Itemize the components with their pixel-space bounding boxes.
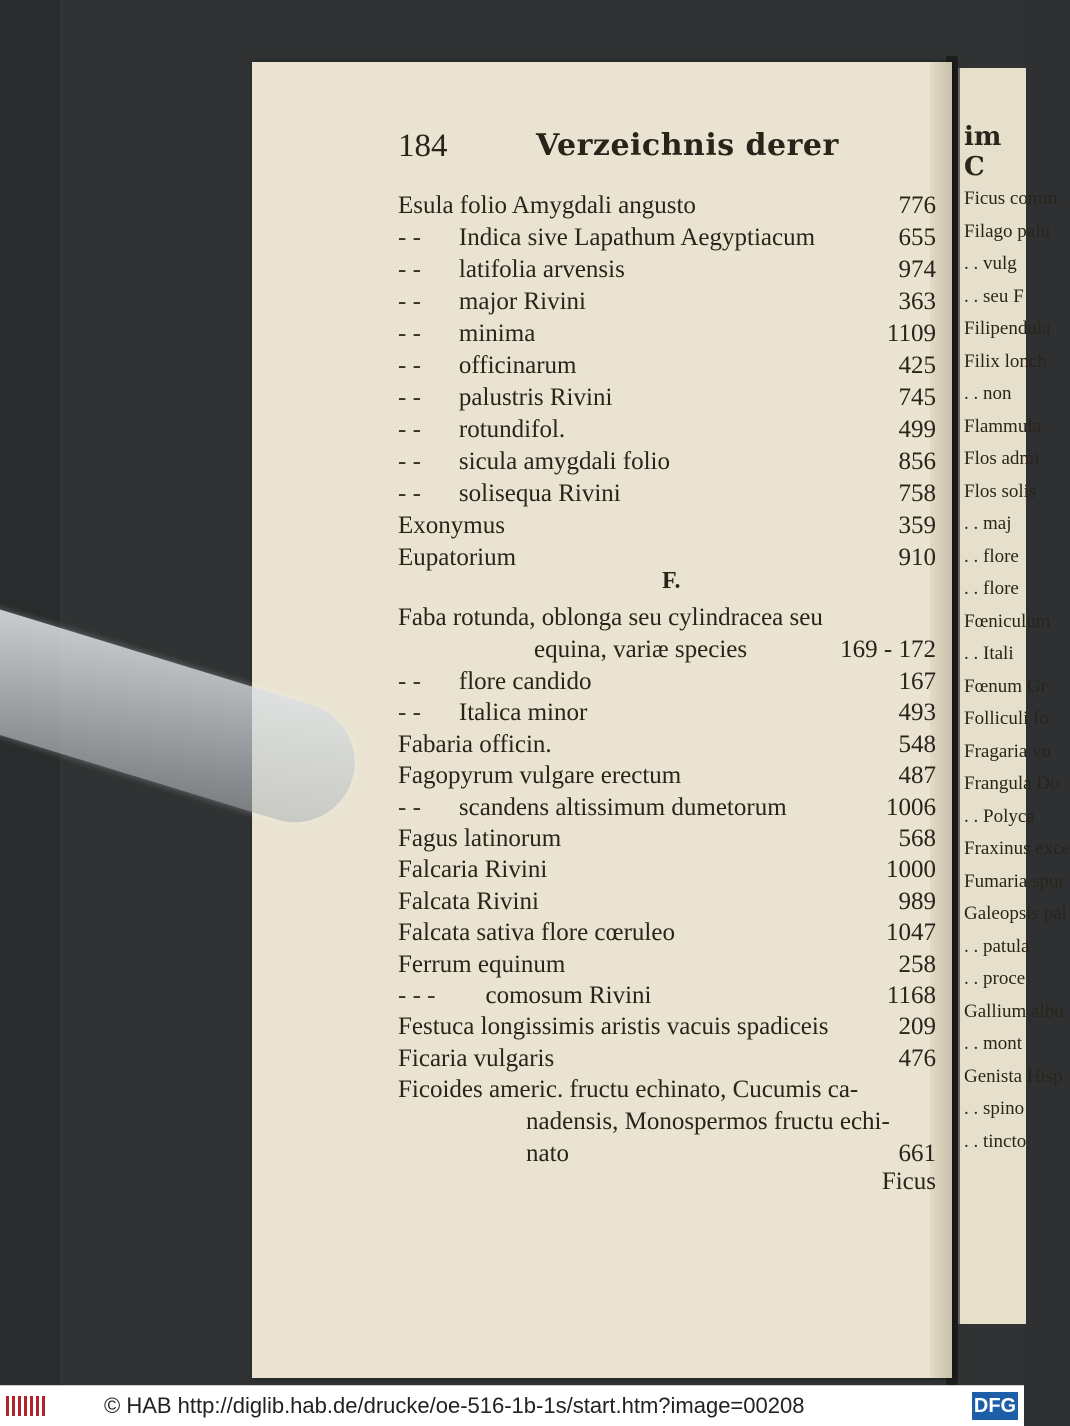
entry-term: Exonymus bbox=[398, 512, 505, 539]
facing-page-line: Genista Hisp bbox=[964, 1065, 1063, 1087]
entry-term: Esula folio Amygdali angusto bbox=[398, 192, 696, 219]
entry-term bbox=[398, 286, 586, 318]
index-entry-faba-cont bbox=[398, 634, 936, 666]
facing-page-line: Galeopsis pal bbox=[964, 903, 1067, 924]
entry-ditto-marks: - - bbox=[398, 256, 421, 283]
section-letter: F. bbox=[662, 568, 681, 594]
entry-page-number: 856 bbox=[898, 448, 936, 475]
facing-page-line: . . vulg bbox=[964, 253, 1017, 274]
facing-page-head: im C bbox=[964, 122, 1002, 182]
facing-page bbox=[958, 68, 1070, 1324]
index-entry bbox=[398, 478, 936, 510]
entry-term bbox=[398, 318, 535, 350]
footer-bar bbox=[0, 1385, 1024, 1426]
running-head: Verzeichnis derer bbox=[536, 128, 839, 163]
entry-ditto-marks: - - bbox=[398, 352, 421, 379]
facing-page-line: . . patula bbox=[964, 935, 1030, 957]
entry-term bbox=[398, 350, 576, 382]
entry-page-number: 745 bbox=[898, 384, 936, 411]
index-entry bbox=[398, 222, 936, 254]
entry-term-continued: nadensis, Monospermos fructu echi- bbox=[526, 1108, 890, 1135]
entry-term-text: latifolia arvensis bbox=[458, 256, 625, 283]
entry-term: Eupatorium bbox=[398, 544, 517, 571]
facing-page-line: Fœnum Gr bbox=[964, 675, 1047, 697]
entry-ditto-marks: - - bbox=[398, 320, 421, 347]
entry-term-text: flore candido bbox=[458, 668, 592, 695]
entry-ditto-marks: - - bbox=[398, 384, 421, 411]
facing-page-line: . . non bbox=[964, 383, 1012, 404]
facing-page-line: Fraxinus exce bbox=[964, 838, 1070, 859]
facing-page-line: . . seu F bbox=[964, 285, 1024, 307]
entry-page-number: 568 bbox=[898, 825, 936, 852]
index-entry bbox=[398, 414, 936, 446]
entry-term-text: solisequa Rivini bbox=[458, 480, 621, 507]
entry-term: Ficoides americ. fructu echinato, Cucumis ca- bbox=[398, 1076, 859, 1103]
facing-page-line: Frangula Do bbox=[964, 773, 1060, 794]
entry-page-number: 167 bbox=[898, 668, 936, 695]
entry-ditto-marks: - - bbox=[398, 793, 421, 821]
facing-page-line: Flos solis bbox=[964, 480, 1037, 502]
entry-term-text: palustris Rivini bbox=[458, 384, 613, 411]
entry-term-continued: nato bbox=[526, 1140, 570, 1167]
entry-page-number: 1000 bbox=[886, 856, 936, 884]
index-entry bbox=[398, 382, 936, 414]
entry-ditto-marks: - - bbox=[398, 699, 421, 727]
entry-page-number: 661 bbox=[898, 1140, 936, 1167]
facing-page-line: . . Itali bbox=[964, 643, 1014, 664]
entry-term-text: officinarum bbox=[458, 352, 577, 379]
dfg-badge: DFG bbox=[972, 1392, 1018, 1420]
entry-page-number: 1006 bbox=[886, 793, 936, 821]
entry-term-text: major Rivini bbox=[458, 288, 586, 315]
facing-page-line: Ficus comm bbox=[964, 188, 1058, 209]
facing-page-line: . . Polyca bbox=[964, 805, 1035, 827]
entry-term-continued: equina, variæ species bbox=[534, 636, 748, 663]
facing-page-line: Fragaria vu bbox=[964, 740, 1052, 762]
entry-page-number: 974 bbox=[898, 256, 936, 283]
entry-ditto-marks: - - bbox=[398, 668, 421, 695]
index-entry bbox=[398, 350, 936, 382]
index-entry bbox=[398, 917, 936, 949]
facing-page-line: Flammula bbox=[964, 415, 1042, 437]
entry-ditto-marks: - - bbox=[398, 448, 421, 475]
facing-page-line: Flos admi bbox=[964, 448, 1040, 469]
entry-term: Falcaria Rivini bbox=[398, 856, 548, 884]
entry-page-number: 359 bbox=[898, 512, 936, 539]
entry-page-number: 363 bbox=[898, 288, 936, 315]
facing-page-line: Filix lonch bbox=[964, 350, 1047, 372]
index-entry bbox=[398, 980, 936, 1012]
entry-term: Faba rotunda, oblonga seu cylindracea seu bbox=[398, 604, 823, 631]
index-entry bbox=[398, 729, 936, 761]
index-entry bbox=[398, 1043, 936, 1075]
entry-ditto-marks: - - bbox=[398, 480, 421, 507]
facing-page-line: . . flore bbox=[964, 545, 1019, 567]
entry-term: Festuca longissimis aristis vacuis spadiceis bbox=[398, 1013, 829, 1041]
facing-page-line: Gallium albu bbox=[964, 1000, 1064, 1022]
entry-term-text: rotundifol. bbox=[458, 416, 566, 443]
entry-term bbox=[398, 414, 565, 446]
facing-page-line: . . mont bbox=[964, 1033, 1023, 1054]
facing-page-line: Filipendula bbox=[964, 318, 1051, 339]
entry-ditto-marks: - - bbox=[398, 416, 421, 443]
facing-page-line: Fœniculum bbox=[964, 610, 1051, 632]
index-entry-faba bbox=[398, 602, 936, 634]
index-entry bbox=[398, 697, 936, 729]
index-entry bbox=[398, 886, 936, 918]
index-entry bbox=[398, 760, 936, 792]
entry-page-number: 209 bbox=[898, 1013, 936, 1041]
entry-term-text: Italica minor bbox=[458, 699, 588, 727]
entry-term: Falcata Rivini bbox=[398, 887, 539, 915]
entry-page-number: 258 bbox=[898, 950, 936, 978]
index-entry bbox=[398, 190, 936, 222]
entry-page-number: 989 bbox=[898, 887, 936, 915]
entry-term bbox=[398, 254, 625, 286]
entry-term: Fagus latinorum bbox=[398, 825, 562, 852]
index-entry bbox=[398, 446, 936, 478]
facing-page-line: . . proce bbox=[964, 968, 1026, 989]
index-entry bbox=[398, 1011, 936, 1043]
facing-page-line: Fumaria spur bbox=[964, 870, 1065, 892]
entry-page-number: 910 bbox=[898, 544, 936, 571]
index-entry bbox=[398, 510, 936, 542]
entry-term bbox=[398, 980, 651, 1012]
index-entry bbox=[398, 823, 936, 855]
entry-page-number: 1109 bbox=[886, 320, 936, 347]
entry-page-number: 476 bbox=[898, 1044, 936, 1072]
index-entry-ficoides bbox=[398, 1074, 936, 1106]
entry-term bbox=[398, 222, 815, 254]
facing-page-line: . . flore bbox=[964, 578, 1019, 599]
entry-page-number: 493 bbox=[898, 699, 936, 727]
entry-ditto-marks: - - bbox=[398, 288, 421, 315]
index-entry bbox=[398, 318, 936, 350]
entry-term bbox=[398, 666, 592, 698]
entry-page-number: 499 bbox=[898, 416, 936, 443]
index-entry bbox=[398, 666, 936, 698]
entry-term: Fabaria officin. bbox=[398, 730, 552, 758]
facing-page-line: . . maj bbox=[964, 513, 1012, 534]
entry-term-text: scandens altissimum dumetorum bbox=[458, 793, 787, 821]
index-entry bbox=[398, 254, 936, 286]
entry-page-number: 655 bbox=[898, 224, 936, 251]
entry-term bbox=[398, 697, 587, 729]
entry-page-number: 169 - 172 bbox=[840, 636, 936, 663]
index-entry-ficoides-cont1 bbox=[398, 1106, 936, 1138]
index-entry bbox=[398, 949, 936, 981]
entry-page-number: 758 bbox=[898, 480, 936, 507]
entry-term: Ferrum equinum bbox=[398, 950, 566, 978]
entry-page-number: 487 bbox=[898, 762, 936, 790]
entry-page-number: 425 bbox=[898, 352, 936, 379]
entry-term: Falcata sativa flore cœruleo bbox=[398, 919, 675, 947]
page-number: 184 bbox=[398, 128, 448, 164]
entry-page-number: 548 bbox=[898, 730, 936, 758]
entry-term-text: comosum Rivini bbox=[485, 982, 652, 1009]
entry-term-text: Indica sive Lapathum Aegyptiacum bbox=[458, 224, 816, 251]
facing-page-line: Folliculi fo bbox=[964, 708, 1049, 729]
index-entry bbox=[398, 286, 936, 318]
copyright-url[interactable]: © HAB http://diglib.hab.de/drucke/oe-516-1b-1s/start.htm?image=00208 bbox=[104, 1393, 805, 1418]
entry-term bbox=[398, 792, 787, 824]
facing-page-line: . . spino bbox=[964, 1098, 1025, 1119]
entry-ditto-marks: - - bbox=[398, 224, 421, 251]
entry-page-number: 1168 bbox=[886, 982, 936, 1009]
entry-page-number: 1047 bbox=[886, 919, 936, 947]
hab-logo-icon bbox=[6, 1394, 46, 1418]
entry-term: Ficaria vulgaris bbox=[398, 1044, 555, 1072]
entry-ditto-marks: - - - bbox=[398, 982, 436, 1009]
index-entry-ficoides-cont2 bbox=[398, 1138, 936, 1170]
entry-page-number: 776 bbox=[898, 192, 936, 219]
entry-term bbox=[398, 478, 621, 510]
facing-page-line: . . tincto bbox=[964, 1130, 1027, 1152]
entry-term-text: minima bbox=[458, 320, 536, 347]
facing-page-line: Filago palu bbox=[964, 220, 1051, 242]
index-entry bbox=[398, 854, 936, 886]
catchword: Ficus bbox=[881, 1168, 936, 1195]
entry-term bbox=[398, 382, 612, 414]
entry-term: Fagopyrum vulgare erectum bbox=[398, 762, 682, 790]
entry-term-text: sicula amygdali folio bbox=[458, 448, 670, 475]
entry-term bbox=[398, 446, 670, 478]
index-entry bbox=[398, 792, 936, 824]
